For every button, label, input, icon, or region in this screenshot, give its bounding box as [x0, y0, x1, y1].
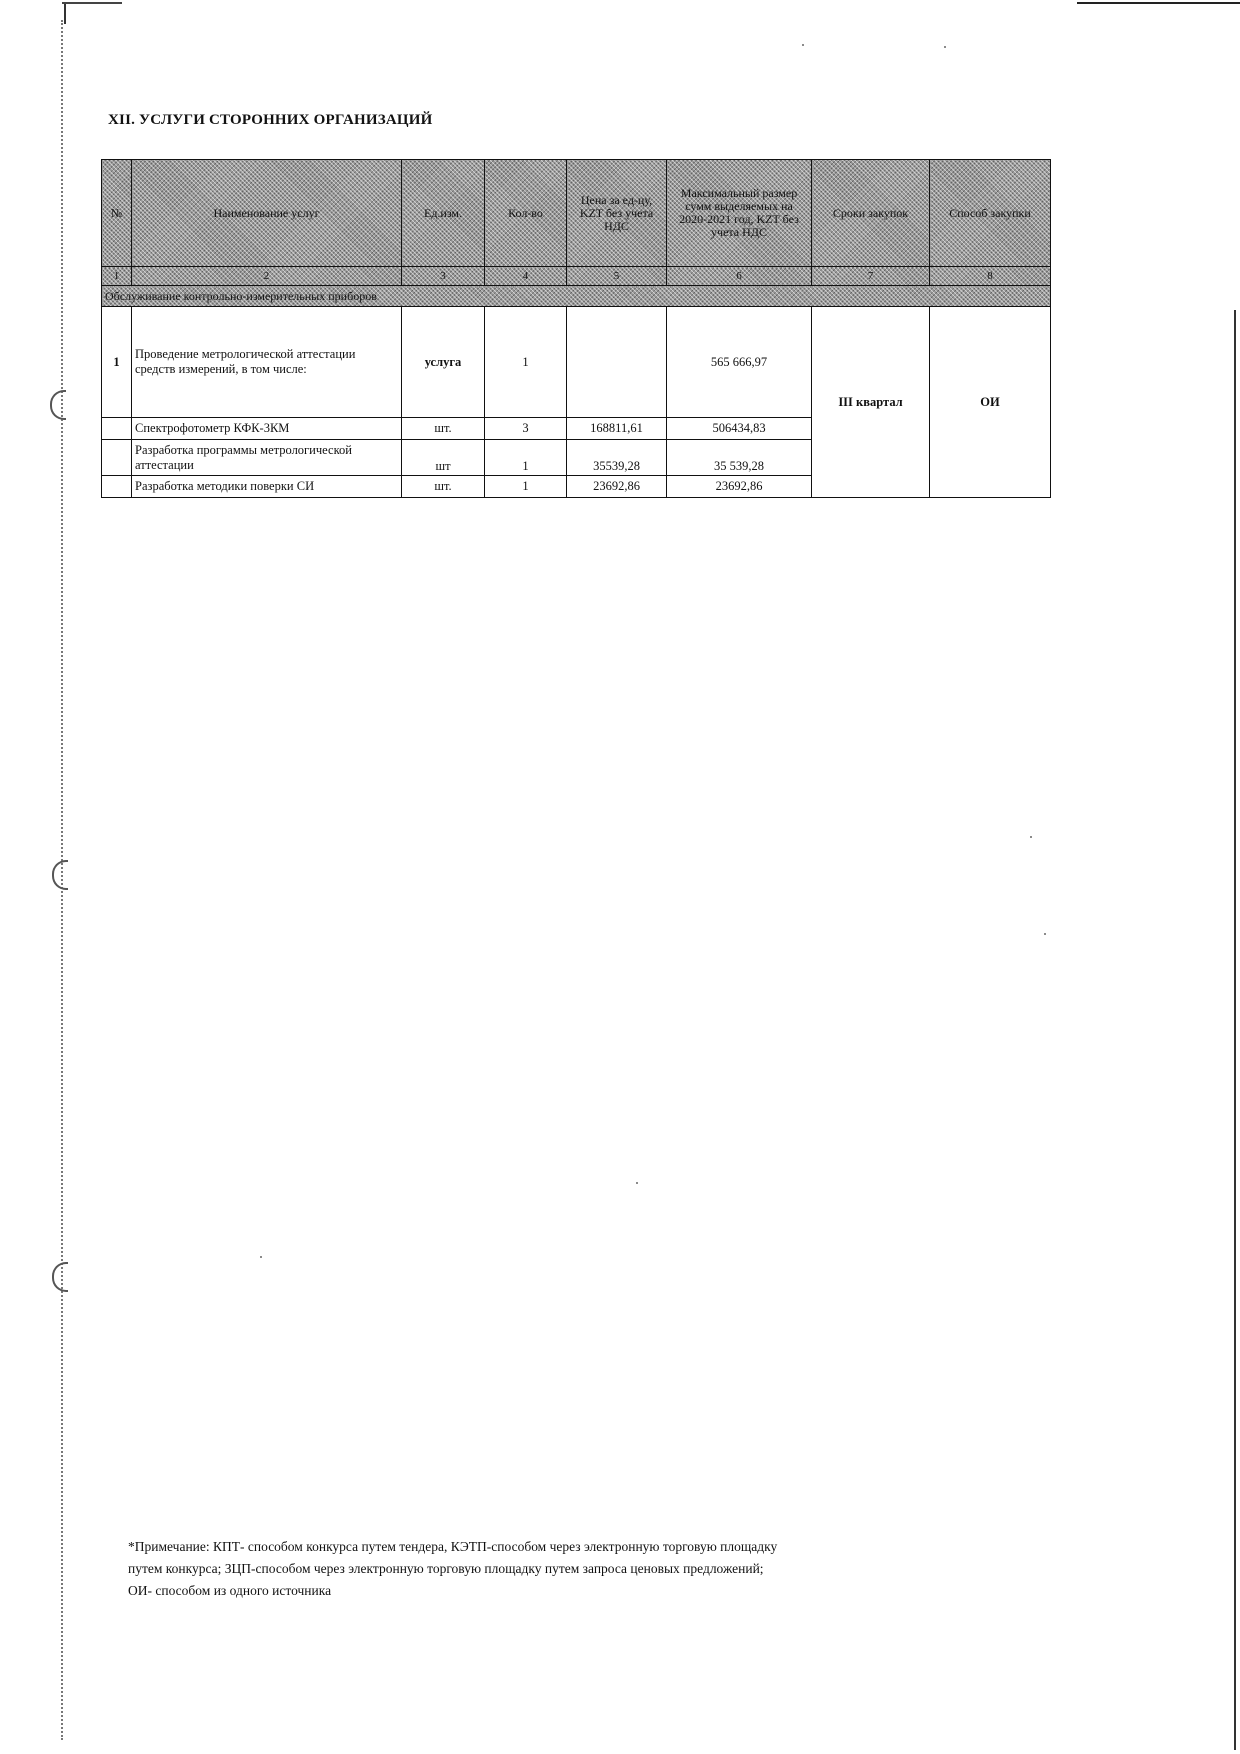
row-service-name: Проведение метрологической аттестации средств измерений, в том числе: [132, 307, 402, 418]
row-unit-price: 23692,86 [567, 476, 667, 498]
header-cell-max-amount: Максимальный размер сумм выделяемых на 2020-2021 год, KZT без учета НДС [667, 160, 812, 267]
row-service-name: Разработка программы метрологической аттестации [132, 440, 402, 476]
row-total: 23692,86 [667, 476, 812, 498]
scan-speck [1044, 933, 1046, 935]
row-unit: услуга [402, 307, 485, 418]
header-cell-unit-price: Цена за ед-цу, KZT без учета НДС [567, 160, 667, 267]
row-quantity: 1 [485, 440, 567, 476]
row-number: 1 [102, 307, 132, 418]
scan-corner-mark-vertical [64, 4, 66, 24]
scan-speck [944, 46, 946, 48]
group-title: Обслуживание контрольно-измерительных приборов [102, 286, 1051, 307]
column-number: 4 [485, 267, 567, 286]
scan-edge-line [1077, 2, 1240, 4]
scan-speck [636, 1182, 638, 1184]
punch-hole [50, 390, 66, 420]
header-cell-quantity: Кол-во [485, 160, 567, 267]
row-service-name: Спектрофотометр КФК-3КМ [132, 418, 402, 440]
footnote-line: *Примечание: КПТ- способом конкурса путем тендера, КЭТП-способом через электронную торговую площадку [128, 1539, 778, 1554]
scan-speck [260, 1256, 262, 1258]
table-row [102, 307, 1051, 418]
services-table [101, 159, 1051, 498]
row-unit: шт. [402, 418, 485, 440]
header-cell-procurement-period: Сроки закупок [812, 160, 930, 267]
row-quantity: 3 [485, 418, 567, 440]
row-quantity: 1 [485, 476, 567, 498]
column-number: 2 [132, 267, 402, 286]
group-row [102, 286, 1051, 307]
row-unit-price: 168811,61 [567, 418, 667, 440]
column-number: 8 [930, 267, 1051, 286]
header-cell-service-name: Наименование услуг [132, 160, 402, 267]
row-unit: шт. [402, 476, 485, 498]
row-procurement-period: III квартал [812, 307, 930, 498]
row-total: 506434,83 [667, 418, 812, 440]
header-cell-number: № [102, 160, 132, 267]
section-title: XII. УСЛУГИ СТОРОННИХ ОРГАНИЗАЦИЙ [108, 112, 433, 128]
row-number [102, 440, 132, 476]
row-quantity: 1 [485, 307, 567, 418]
scan-corner-mark [62, 2, 122, 8]
scan-speck [1030, 836, 1032, 838]
column-number-row [102, 267, 1051, 286]
row-service-name: Разработка методики поверки СИ [132, 476, 402, 498]
punch-hole [52, 1262, 68, 1292]
row-unit: шт [402, 440, 485, 476]
column-number: 6 [667, 267, 812, 286]
row-unit-price: 35539,28 [567, 440, 667, 476]
row-number [102, 476, 132, 498]
row-total: 35 539,28 [667, 440, 812, 476]
table-header-row [102, 160, 1051, 267]
row-number [102, 418, 132, 440]
column-number: 5 [567, 267, 667, 286]
footnote-line: ОИ- способом из одного источника [128, 1583, 332, 1598]
column-number: 1 [102, 267, 132, 286]
column-number: 3 [402, 267, 485, 286]
column-number: 7 [812, 267, 930, 286]
footnote-line: путем конкурса; ЗЦП-способом через электронную торговую площадку путем запроса ценовых предложений; [128, 1561, 764, 1576]
row-total: 565 666,97 [667, 307, 812, 418]
header-cell-procurement-method: Способ закупки [930, 160, 1051, 267]
footnote [128, 1536, 918, 1602]
row-procurement-method: ОИ [930, 307, 1051, 498]
row-unit-price [567, 307, 667, 418]
punch-hole [52, 860, 68, 890]
scan-right-edge [1234, 310, 1236, 1750]
scan-speck [802, 44, 804, 46]
header-cell-unit: Ед.изм. [402, 160, 485, 267]
